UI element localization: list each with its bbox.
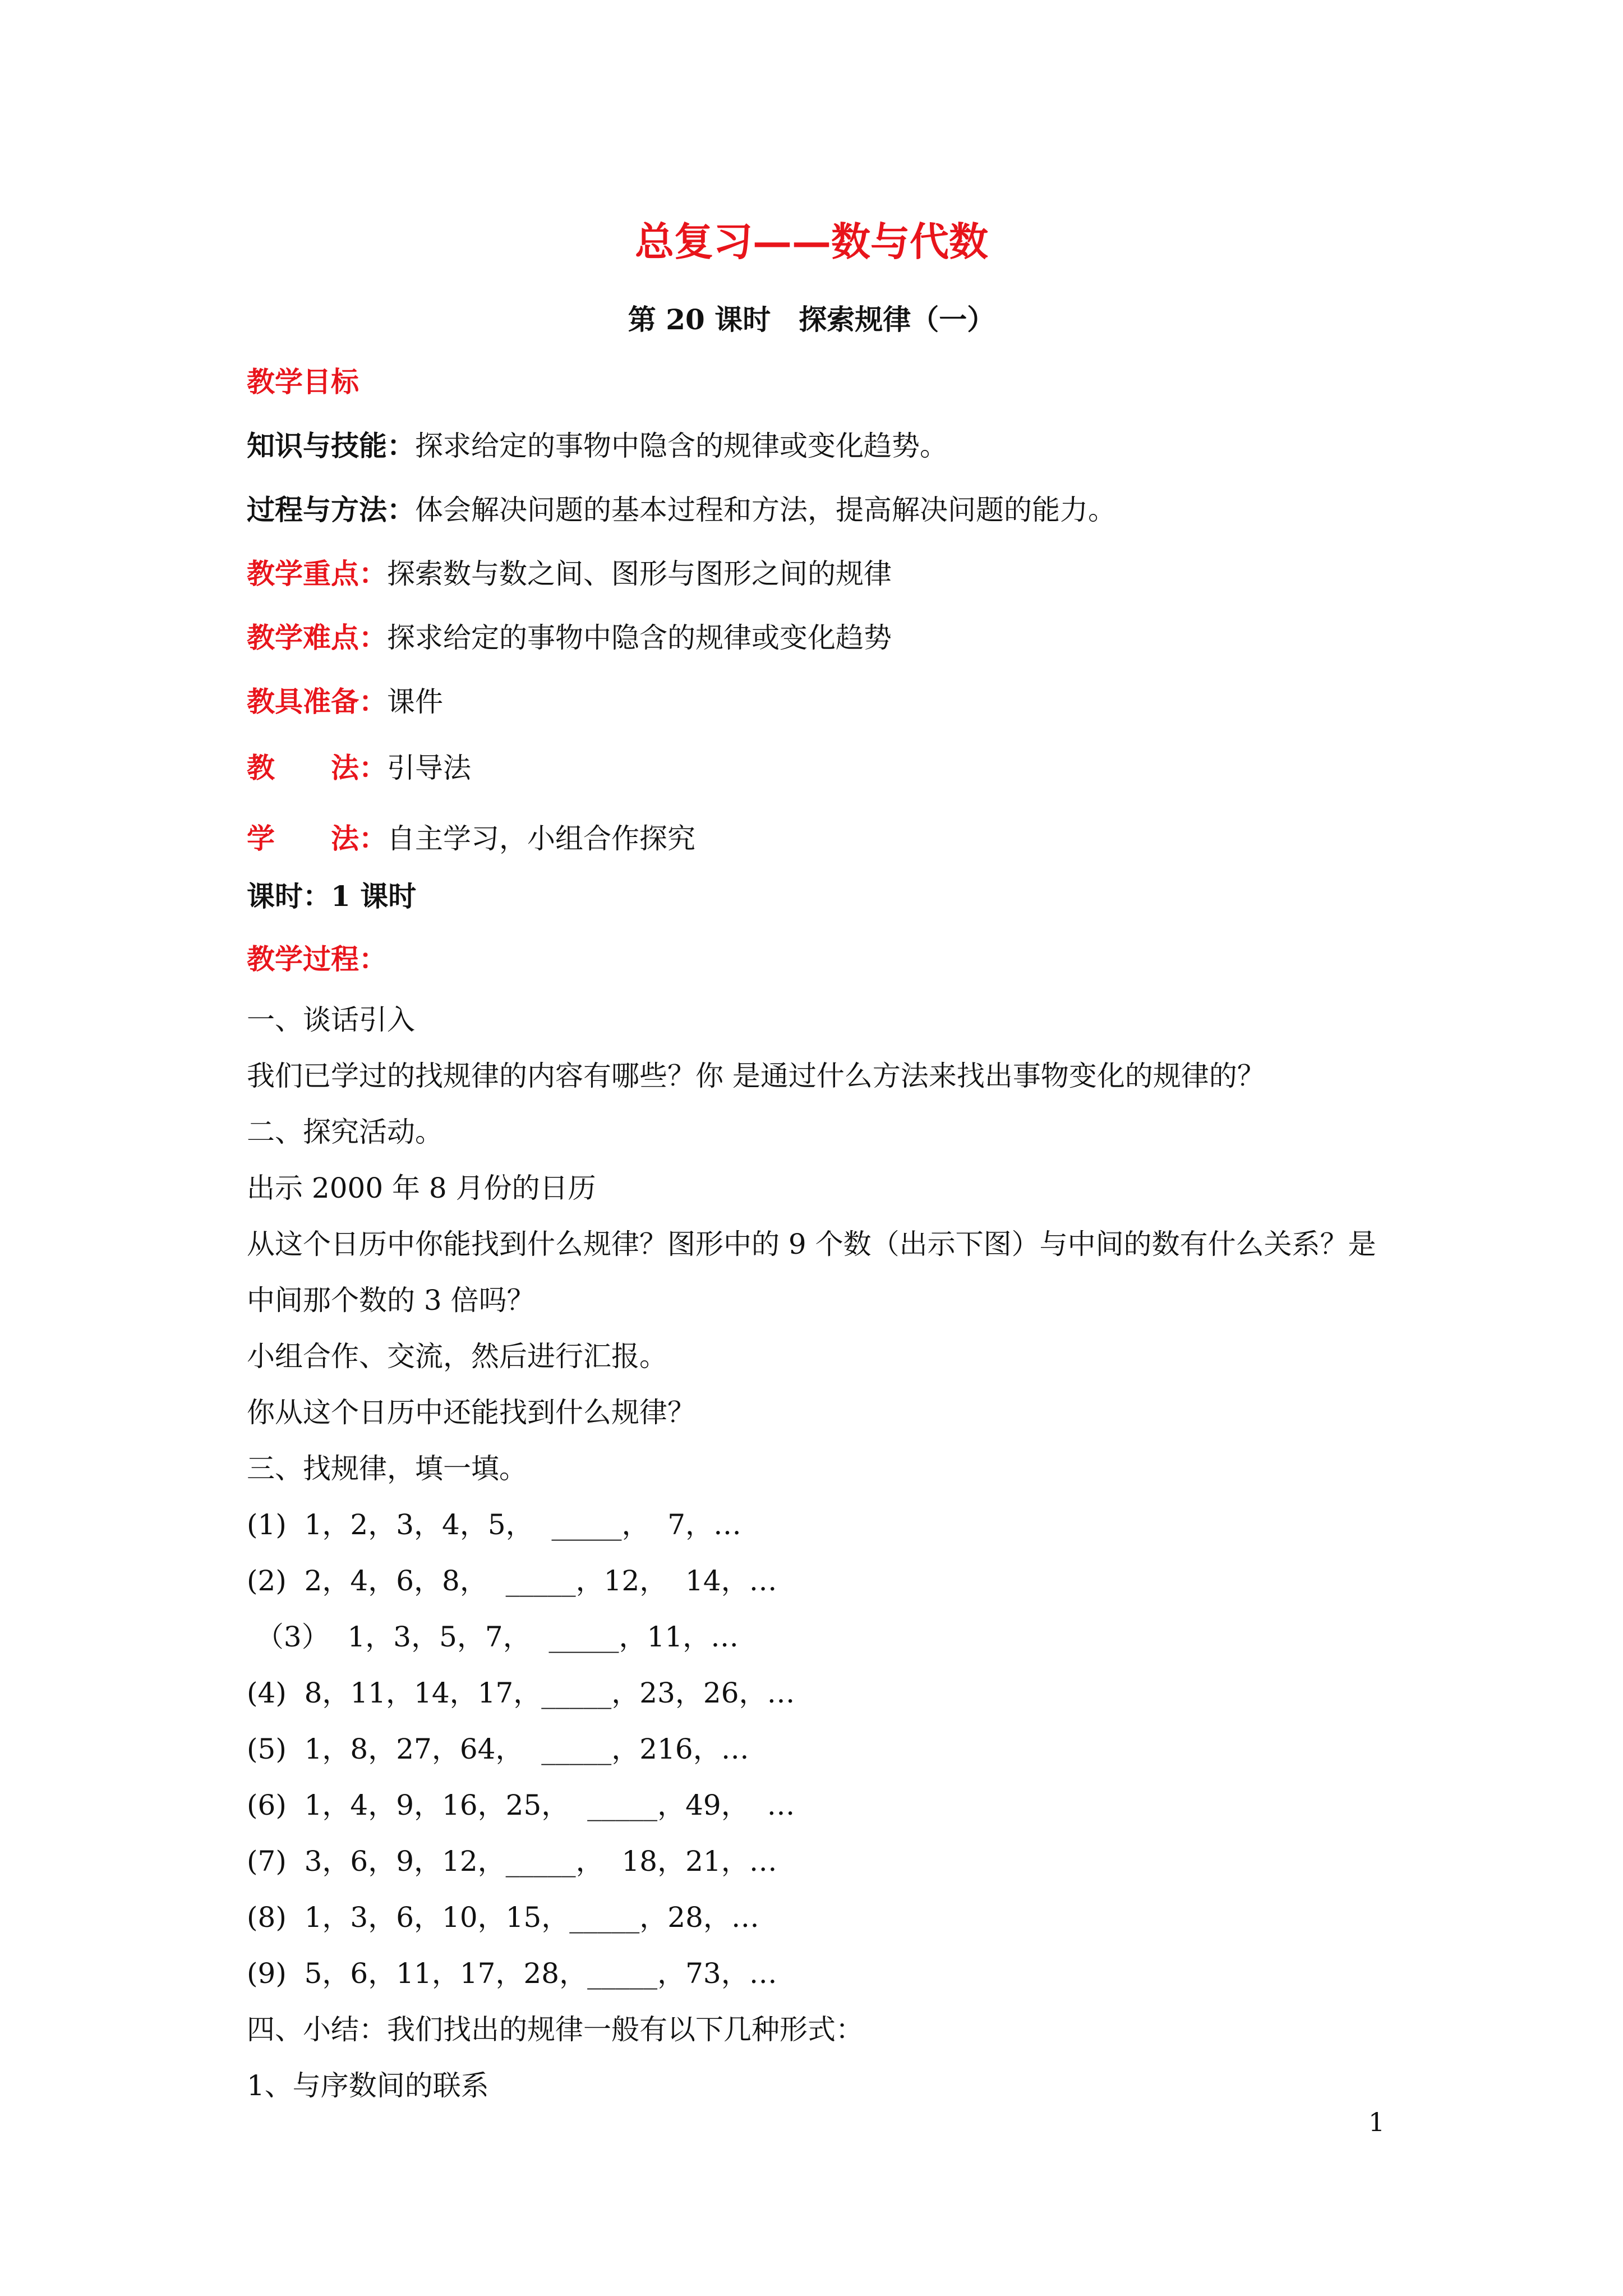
sequence-item: (9) 5，6，11，17，28，_____，73，… xyxy=(247,1957,777,1990)
summary-item: 1、与序数间的联系 xyxy=(247,2069,489,2102)
sequence-item: (5) 1，8，27，64， _____，216，… xyxy=(247,1733,749,1765)
key-point xyxy=(247,557,892,590)
difficulty xyxy=(247,621,892,654)
key-point-label: 教学重点： xyxy=(247,557,387,590)
sequence-item: (2) 2，4，6，8， _____，12， 14，… xyxy=(247,1565,777,1597)
sequence-item: (8) 1，3，6，10，15，_____，28，… xyxy=(247,1901,759,1934)
paragraph: 二、探究活动。 xyxy=(247,1116,443,1148)
tools-text: 课件 xyxy=(387,685,443,718)
teaching-method xyxy=(247,751,471,784)
lesson-subtitle: 第 20 课时 探索规律（一） xyxy=(628,303,995,336)
teaching-method-label: 教 法： xyxy=(247,751,387,784)
sequence-item: (1) 1，2，3，4，5， _____， 7，… xyxy=(247,1508,742,1541)
class-periods: 课时：1 课时 xyxy=(247,880,417,913)
process-label: 过程与方法： xyxy=(247,493,415,526)
difficulty-text: 探求给定的事物中隐含的规律或变化趋势 xyxy=(387,622,892,654)
key-point-text: 探索数与数之间、图形与图形之间的规律 xyxy=(387,558,892,590)
learning-method-label: 学 法： xyxy=(247,822,387,855)
process-text: 体会解决问题的基本过程和方法，提高解决问题的能力。 xyxy=(415,494,1116,526)
learning-method xyxy=(247,822,695,855)
process-heading: 教学过程： xyxy=(247,942,387,976)
teaching-tools xyxy=(247,685,443,718)
sequence-item: （3） 1，3，5，7， _____，11，… xyxy=(247,1621,739,1653)
learning-method-text: 自主学习，小组合作探究 xyxy=(387,822,695,855)
paragraph: 三、找规律，填一填。 xyxy=(247,1452,527,1485)
summary: 四、小结：我们找出的规律一般有以下几种形式： xyxy=(247,2013,864,2046)
teaching-method-text: 引导法 xyxy=(387,752,471,784)
paragraph: 你从这个日历中还能找到什么规律？ xyxy=(247,1396,695,1429)
difficulty-label: 教学难点： xyxy=(247,621,387,654)
paragraph: 从这个日历中你能找到什么规律？图形中的 9 个数（出示下图）与中间的数有什么关系？是 xyxy=(247,1228,1376,1260)
knowledge-text: 探求给定的事物中隐含的规律或变化趋势。 xyxy=(415,430,948,462)
process-method xyxy=(247,493,1116,526)
paragraph: 我们已学过的找规律的内容有哪些？你 是通过什么方法来找出事物变化的规律的？ xyxy=(247,1060,1265,1092)
objectives-heading: 教学目标 xyxy=(247,365,359,398)
paragraph: 中间那个数的 3 倍吗？ xyxy=(247,1284,535,1317)
paragraph: 一、谈话引入 xyxy=(247,1004,415,1036)
sequence-item: (6) 1，4，9，16，25， _____，49， … xyxy=(247,1789,795,1821)
tools-label: 教具准备： xyxy=(247,685,387,718)
document-title: 总复习——数与代数 xyxy=(635,218,988,265)
sequence-item: (4) 8，11，14，17，_____，23，26，… xyxy=(247,1677,795,1709)
paragraph: 出示 2000 年 8 月份的日历 xyxy=(247,1172,596,1204)
sequence-item: (7) 3，6，9，12，_____， 18，21，… xyxy=(247,1845,777,1878)
knowledge-skills xyxy=(247,429,948,462)
page-number: 1 xyxy=(1368,2107,1385,2137)
paragraph: 小组合作、交流，然后进行汇报。 xyxy=(247,1340,667,1373)
knowledge-label: 知识与技能： xyxy=(247,429,415,462)
